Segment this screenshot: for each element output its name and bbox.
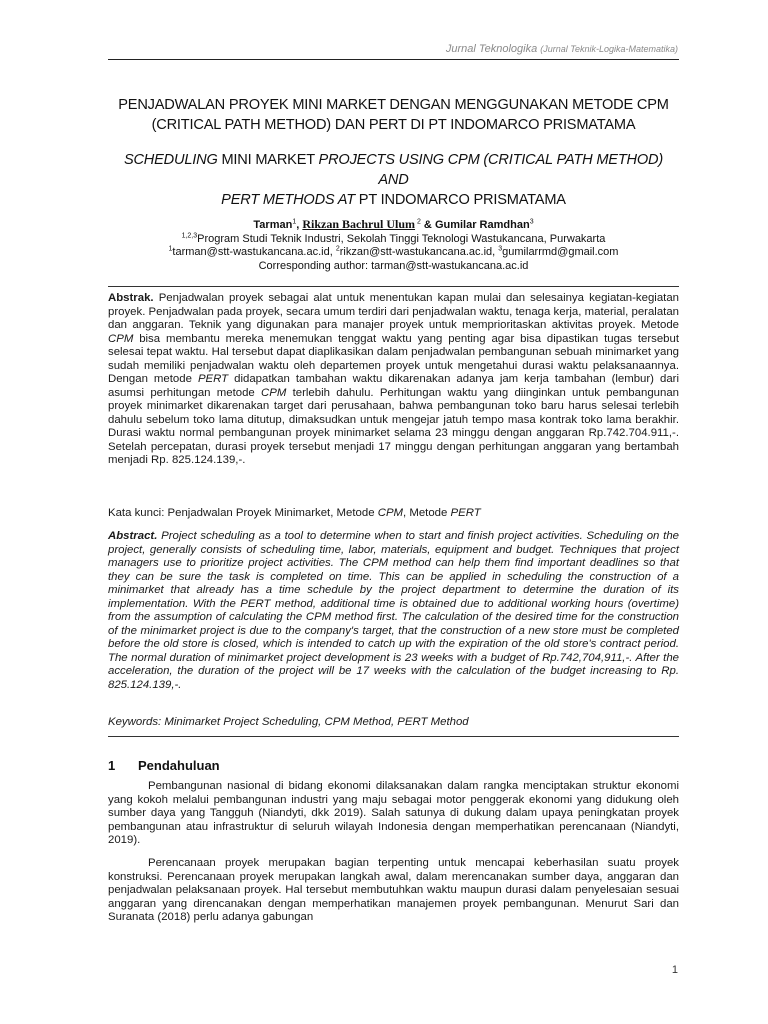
title-en-italic-3: PERT METHODS AT: [221, 192, 355, 208]
kata-kunci: [108, 507, 679, 521]
title-en-italic-2: PROJECTS USING CPM (CRITICAL PATH METHOD) AND: [318, 152, 664, 188]
rule-bottom-abstract: [108, 736, 679, 737]
email-2: rikzan@stt-wastukancana.ac.id,: [339, 246, 499, 258]
abstrak-cpm-2: CPM: [261, 386, 287, 399]
author-sep-2: &: [420, 219, 435, 231]
email-1: tarman@stt-wastukancana.ac.id,: [172, 246, 336, 258]
title-en-line-2: [108, 190, 679, 210]
email-2-sup: 2: [335, 245, 340, 253]
author-3-sup: 3: [529, 218, 534, 226]
emails: [108, 246, 679, 260]
section-title: Pendahuluan: [138, 758, 220, 773]
rule-top-abstract: [108, 286, 679, 287]
title-en-plain-2: PT INDOMARCO PRISMATAMA: [354, 192, 566, 208]
affiliation: [108, 233, 679, 247]
kata-kunci-pert: PERT: [450, 507, 481, 519]
title-en-line-1: [108, 150, 679, 190]
abstrak-text-1: Penjadwalan proyek sebagai alat untuk menentukan kapan mulai dan selesainya kegiatan-kegiatan proyek. Penjadwalan pada proyek, secara umum terdiri dari penjadwalan waktu, tenaga kerja, material, peralatan dan anggaran. Teknik yang digunakan para manajer proyek untuk memprioritaskan aktivitas proyek. Metode: [108, 292, 679, 331]
keywords-english: Keywords: Minimarket Project Scheduling, CPM Method, PERT Method: [108, 716, 469, 728]
author-1-sup: 1: [292, 218, 297, 226]
email-1-sup: 1: [168, 245, 173, 253]
email-3: gumilarrmd@gmail.com: [502, 246, 619, 258]
author-3: Gumilar Ramdhan: [434, 219, 530, 231]
journal-name: Jurnal Teknologika: [445, 43, 538, 55]
kata-kunci-text-1: Kata kunci: Penjadwalan Proyek Minimarket, Metode: [108, 507, 378, 519]
kata-kunci-cpm: CPM: [377, 507, 404, 519]
section-heading: [108, 758, 220, 773]
abstrak-cpm-1: CPM: [108, 332, 134, 345]
author-block: [108, 218, 679, 273]
journal-subtitle: (Jurnal Teknik-Logika-Matematika): [540, 44, 678, 54]
kata-kunci-text-2: , Metode: [403, 507, 451, 519]
abstract-english: [108, 530, 679, 692]
section-number: 1: [108, 758, 116, 773]
running-head: [446, 43, 678, 55]
title-id-line-2: (CRITICAL PATH METHOD) DAN PERT DI PT INDOMARCO PRISMATAMA: [151, 117, 636, 133]
author-2-sup: 2: [415, 218, 421, 226]
abstrak-label: Abstrak.: [108, 292, 154, 304]
abstrak-text-2: bisa membantu mereka menemukan tenggat waktu yang penting agar bisa dipastikan tugas tersebut selesai tepat waktu. Hal tersebut dapat diaplikasikan dalam penjadwalan pembangunan sebuah minimarket yang sudah memiliki penjadwalan waktu oleh departemen proyek untuk mengetahui durasi waktu pelaksanaannya. Dengan metode: [108, 332, 679, 385]
email-3-sup: 3: [498, 245, 503, 253]
abstrak-paragraph: [108, 292, 679, 468]
title-english: [108, 150, 679, 210]
author-sep-1: ,: [296, 219, 303, 231]
abstract-label: Abstract.: [108, 530, 158, 542]
affiliation-text: Program Studi Teknik Industri, Sekolah Tinggi Teknologi Wastukancana, Purwakarta: [197, 232, 606, 245]
title-en-italic-1: SCHEDULING: [123, 152, 218, 168]
abstrak-pert-1: PERT: [197, 373, 229, 385]
affiliation-sup: 1,2,3: [181, 231, 198, 239]
abstrak-text-3: didapatkan tambahan waktu dikarenakan adanya jam kerja tambahan (lembur) dari asumsi perhitungan metode: [108, 373, 679, 399]
intro-paragraph-2: Perencanaan proyek merupakan bagian terpenting untuk mencapai keberhasilan suatu proyek konstruksi. Perencanaan proyek merupakan langkah awal, dalam merencanakan sumber daya, anggaran dan penjadwalan pelaksanaan proyek. Hal tersebut membutuhkan waktu maupun durasi dalam penyelesaian sesuai anggaran yang direncanakan dengan memperhatikan manajemen proyek pembangunan. Menurut Sari dan Suranata (2018) perlu adanya gabungan: [108, 857, 679, 923]
intro-paragraph-1: Pembangunan nasional di bidang ekonomi dilaksanakan dalam rangka menciptakan struktur ekonomi yang kokoh melalui pembangunan industri yang maju sebagai motor penggerak ekonomi yang didukung oleh sumber daya yang Tangguh (Niandyti, dkk 2019). Salah satunya di dukung dalam upaya peningkatan proyek pembangunan atau infrastruktur di seluruh wilayah Indonesia dengan memperhatikan perencanaan (Niandyti, 2019).: [108, 780, 679, 846]
title-id-line-1: PENJADWALAN PROYEK MINI MARKET DENGAN MENGGUNAKAN METODE CPM: [118, 97, 669, 113]
author-1: Tarman: [253, 219, 293, 231]
abstrak-text-4: terlebih dahulu. Perhitungan waktu yang diinginkan untuk pembangunan proyek minimarket dikarenakan target dari perusahaan, bahwa pembangunan toko baru harus selesai terlebih dahulu sebelum toko lama ditutup, dimaksudkan untuk mengejar jatuh tempo masa kontrak toko lama berakhir. Durasi waktu normal pembangunan proyek minimarket selama 23 minggu dengan anggaran Rp.742.704.911,-. Setelah percepatan, durasi proyek tersebut menjadi 17 minggu dengan perhitungan anggaran yang bertambah menjadi Rp. 825.124.139,-.: [108, 386, 679, 466]
corresponding-author: Corresponding author: tarman@stt-wastukancana.ac.id: [258, 259, 529, 272]
author-2: Rikzan Bachrul Ulum: [302, 217, 416, 231]
abstract-en-text: Project scheduling as a tool to determine when to start and finish project activities. Scheduling on the project, generally consists of scheduling time, labor, materials, equipment and budget. Techniques that project managers use to prioritize project activities. The CPM method can help them find important deadlines so that they can be sure the task is completed on time. This can be applied in scheduling the construction of a minimarket that already has a time schedule by the project department to determine the duration of its implementation. With the PERT method, additional time is obtained due to additional working hours (overtime) from the assumption of calculating the CPM method first. The calculation of the desired time for the construction of the minimarket project is due to the company's target, that the construction of a new store must be completed before the old store is closed, which is intended to catch up with the expiration of the old store's contract period. The normal duration of minimarket project development is 23 weeks with a budget of Rp.742,704,911,-. After the acceleration, the duration of the project will be 17 weeks with the calculation of the budget increasing to Rp. 825.124.139,-.: [108, 530, 679, 691]
author-line: [108, 218, 679, 233]
title-en-plain-1: MINI MARKET: [217, 152, 319, 168]
title-indonesian: [108, 95, 679, 135]
page-number: 1: [671, 964, 678, 976]
header-rule: [108, 59, 679, 60]
